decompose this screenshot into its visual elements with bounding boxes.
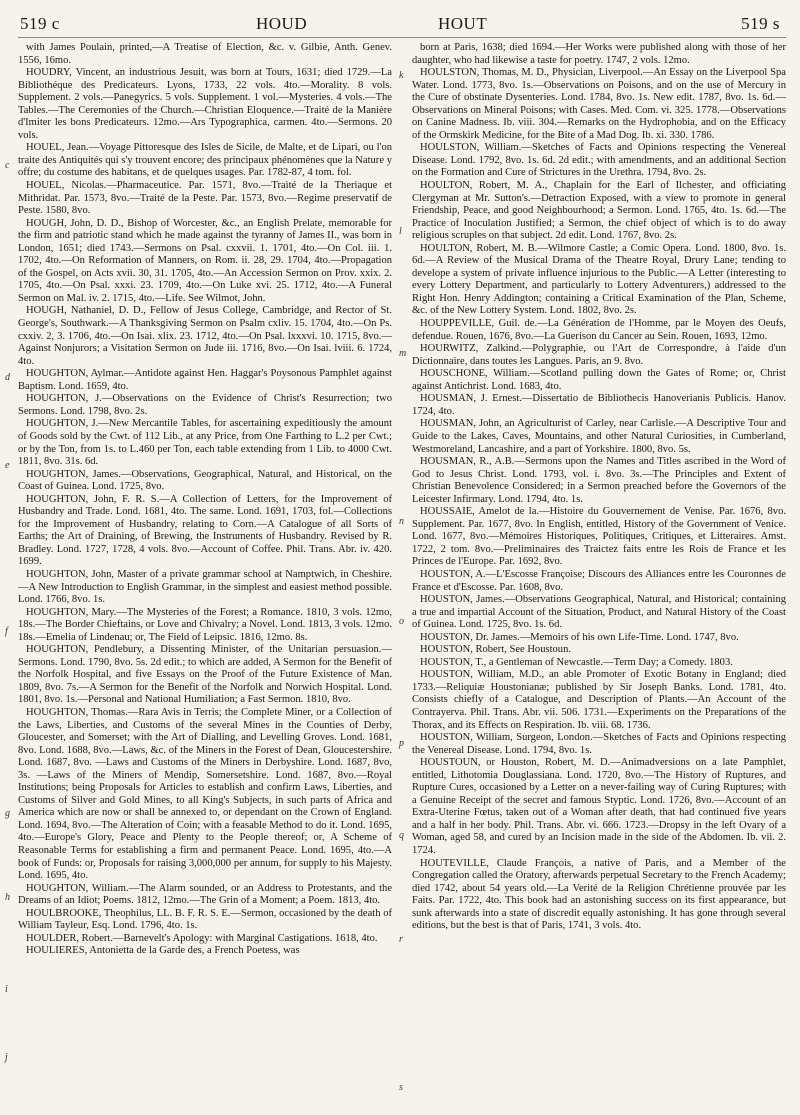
bibliography-entry: HOUGHTON, Aylmar.—Antidote against Hen. Haggar's Poysonous Pamphlet against Baptism. Lond. 1659, 4to.	[18, 368, 392, 392]
bibliography-entry: HOUGHTON, Thomas.—Rara Avis in Terris; the Complete Miner, or a Collection of the Laws, Liberties, and Customs of the several Mines in the Counties of Derby, Gloucester, and Somerset; with the Art of Dialling, and Levelling Groves. Lond. 1681, 8vo. Lond. 1688, 8vo.—Laws, &c. of the Miners in the Forest of Dean, Gloucestershire. Lond. 1687, 8vo. —Laws and Customs of the Miners in Derbyshire. Lond. 1687, 8vo, 3s. —Laws of the Miners of Mendip, Somersetshire. Lond. 1687, 8vo.—Royal Institutions; being Proposals for Articles to establish and confirm Laws, Liberties, and Customs of Silver and Gold Mines, to all King's Subjects, in such parts of Africa and America which are now or shall be annexed to, or dependant on the Crown of England. Lond. 1694, 8vo.—The Alteration of Coin; with a feasable Method to do it. Lond. 1695, 4to.—Europe's Glory, Peace and Plenty to the People thereof; or, A Scheme of Reasonable Terms for establishing a firm and permanent Peace. Lond. 1695, 4to.—A book of Funds: or, Proposals for raising 3,000,000 per annum, for supply to his Majesty. Lond. 1695, 4to.	[18, 706, 392, 882]
bibliography-entry: born at Paris, 1638; died 1694.—Her Works were published along with those of her daughter, who had likewise a taste for poetry. 1747, 2 vols. 12mo.	[412, 42, 786, 66]
bibliography-entry: HOUGHTON, John, F. R. S.—A Collection of Letters, for the Improvement of Husbandry and Trade. Lond. 1681, 4to. The same. Lond. 1691, 1703, fol.—Collections for the Improvement of Husbandry, relating to Corn.—A Catalogue of all Sorts of Earths; the Art of Draining, of Brewing, the Instruments of Husbandry. Revised by R. Bradley. Lond. 1727, 1728, 4 vols. 8vo.—Account of Coffee. Phil. Trans. Abr. iv. 420. 1699.	[18, 493, 392, 568]
margin-mark-j: j	[5, 1052, 8, 1063]
bibliography-entry: HOUGHTON, Mary.—The Mysteries of the Forest; a Romance. 1810, 3 vols. 12mo, 18s.—The Border Chieftains, or Love and Chivalry; a Novel. Lond. 1813, 3 vols. 12mo. 18s.—Emelia of Lindenau; or, The Field of Leipsic. 1816, 12mo. 8s.	[18, 606, 392, 643]
bibliography-entry: HOUSTON, T., a Gentleman of Newcastle.—Term Day; a Comedy. 1803.	[420, 656, 733, 668]
bibliography-entry: HOUGH, Nathaniel, D. D., Fellow of Jesus College, Cambridge, and Rector of St. George's, Southwark.—A Thanksgiving Sermon on Psalm cxliv. 15. 1704, 4to.—On Ps. cxxiv. 2, 3. 1706, 4to.—On Isai. xlix. 23. 1712, 4to.—On Psal. lxxxvi. 10. 1715, 8vo.—Against Nonjurors; a Visitation Sermon on Jude iii. 1716, 8vo.—On Isai. lviii. 6. 1724, 4to.	[18, 305, 392, 367]
bibliography-entry: with James Poulain, printed,—A Treatise of Election, &c. v. Gilbie, Anth. Genev. 1556, 16mo.	[18, 42, 392, 66]
margin-mark-p: p	[399, 738, 404, 749]
text-columns	[5, 42, 786, 1102]
margin-mark-c: c	[5, 160, 10, 171]
bibliography-entry: HOUSSAIE, Amelot de la.—Histoire du Gouvernement de Venise. Par. 1676, 8vo. Supplement. Par. 1677, 8vo. In English, entitled, History of the Government of Venice. Lond. 1677, 8vo.—Mémoires Historiques, Politiques, Critiques, et Litteraires. Amst. 1722, 2 tom. 8vo.—Preliminaires des Traictez faits entre les Rois de France et les Princes de l'Europe. Par. 1692, 8vo.	[412, 506, 786, 568]
right-page-number: 519 s	[741, 14, 780, 33]
right-column	[399, 42, 786, 1102]
bibliography-entry: HOULBROOKE, Theophilus, LL. B. F. R. S. E.—Sermon, occasioned by the death of William Tayleur, Esq. Lond. 1796, 4to. 1s.	[18, 907, 392, 932]
margin-mark-r: r	[399, 934, 403, 945]
bibliography-entry: HOUGH, John, D. D., Bishop of Worcester, &c., an English Prelate, memorable for the firm and patriotic stand which he made against the tyranny of James II., was born in London, 1651; died 1743.—Sermons on Psal. cxxvii. 1. 1701, 4to.—On Col. iii. 1. 1702, 4to.—On Reformation of Manners, on Rom. ii. 28, 29. 1704, 4to.—Propagation of the Gospel, on Acts xvii. 30, 31. 1705, 4to.—An Accession Sermon on Prov. xxix. 2. 1705, 4to.—On Psal. xxxi. 23. 1709, 4to.—On Luke xvi. 25. 1712, 4to.—A Funeral Sermon on Mal. iv. 2. 1715, 4to.—Life. See Wilmot, John.	[18, 217, 392, 304]
right-running-head: HOUT	[438, 14, 488, 33]
bibliography-entry: HOUSTON, Robert, See Houstoun.	[420, 644, 571, 656]
left-page-number: 519 c	[20, 14, 60, 33]
margin-mark-f: f	[5, 626, 8, 637]
bibliography-entry: HOUSMAN, R., A.B.—Sermons upon the Names and Titles ascribed in the Word of God to Jesus Christ. Lond. 1793, vol. i. 8vo. 3s.—The Principles and Extent of Christian Benevolence Considered; in a Sermon preached before the Governors of the Leicester Infirmary. Lond. 1794, 4to. 1s.	[412, 456, 786, 505]
bibliography-entry: HOUSTON, A.—L'Escosse Françoise; Discours des Alliances entre les Couronnes de France et d'Escosse. Par. 1608, 8vo.	[412, 568, 786, 593]
bibliography-entry: HOULTON, Robert, M. A., Chaplain for the Earl of Ilchester, and officiating Clergyman at Mr. Sutton's.—Detraction Exposed, with a view to promote in general Friendship, Peace, and good Neighbourhood; a Sermon. Lond. 1765, 4to. 1s. 6d.—The Practice of Inoculation Justified; a Sermon, the chief object of which is to do away religious scruples on that subject. 2d edit. Lond. 1767, 8vo. 2s.	[412, 180, 786, 242]
margin-mark-d: d	[5, 372, 10, 383]
left-column	[5, 42, 392, 1102]
bibliography-entry: HOUPPEVILLE, Guil. de.—La Génération de l'Homme, par le Moyen des Oeufs, defendue. Rouen, 1676, 8vo.—La Guerison du Cancer au Sein. Rouen, 1693, 12mo.	[412, 318, 786, 342]
bibliography-entry: HOUDRY, Vincent, an industrious Jesuit, was born at Tours, 1631; died 1729.—La Bibliothéque des Predicateurs. Lyons, 1733, 22 vols. 4to.—Morality. 8 vols. Supplement. 2 vols.—Panegyrics. 5 vols. Supplement. 1 vol.—Mysteries. 4 vols.—The Tables.—The Ceremonies of the Church.—Christian Eloquence.—Traité de la Manière d'Imiter les bons Predicateurs. 12mo.—Ars Typographica, carmen. 4to.—Sermons. 20 vols.	[18, 67, 392, 141]
margin-mark-g: g	[5, 808, 10, 819]
bibliography-entry: HOUSMAN, John, an Agriculturist of Carley, near Carlisle.—A Descriptive Tour and Guide to the Lakes, Caves, Mountains, and other Natural Curiosities, in Cumberland, Westmoreland, Lancashire, and a part of Yorkshire. 1800, 8vo. 5s.	[412, 418, 786, 455]
bibliography-entry: HOURWITZ, Zalkind.—Polygraphie, ou l'Art de Correspondre, à l'aide d'un Dictionnaire, dans toutes les Langues. Paris, an 9. 8vo.	[412, 343, 786, 367]
margin-mark-q: q	[399, 830, 404, 841]
bibliography-entry: HOUGHTON, William.—The Alarm sounded, or an Address to Protestants, and the Dreams of an Idiot; Poems. 1812, 12mo.—The Grin of a Moment; a Poem. 1813, 4to.	[18, 882, 392, 907]
page-header	[18, 12, 786, 38]
bibliography-entry: HOUSTON, William, M.D., an able Promoter of Exotic Botany in England; died 1733.—Reliquiæ Houstonianæ; published by Sir Joseph Banks. Lond. 1781, 4to. Consists chiefly of a Catalogue, and Description of Plants.—An Account of the Contrayerva. Phil. Trans. Abr. vii. 506. 1731.—Experiments on the Preparations of the Thorax, and its Effects on Respiration. Ib. viii. 68. 1736.	[412, 669, 786, 731]
bibliography-entry: HOUTEVILLE, Claude François, a native of Paris, and a Member of the Congregation called the Oratory, afterwards perpetual Secretary to the French Academy; died 1742, about 54 years old.—La Verité de la Religion Chrétienne prouvée par les Faits. Par. 1722, 4to. This book had an astonishing success on its first appearance, but sunk afterwards into a state of discredit equally astonishing. It has gone through several editions, but the best is that of Paris, 1741, 3 vols. 4to.	[412, 857, 786, 932]
margin-mark-s: s	[399, 1082, 403, 1093]
margin-mark-l: l	[399, 226, 402, 237]
bibliography-entry: HOUGHTON, J.—New Mercantile Tables, for ascertaining expeditiously the amount of Goods sold by the Cwt. of 112 Lib., at any Price, from One Farthing to L.2 per Cwt.; or by the Ton, from 1s. to L.460 per Ton, each table extending from 1 Lib. to 4000 Cwt. 1811, 8vo. 31s. 6d.	[18, 418, 392, 468]
bibliography-entry: HOUSTON, William, Surgeon, London.—Sketches of Facts and Opinions respecting the Venereal Disease. Lond. 1794, 8vo. 1s.	[412, 732, 786, 756]
bibliography-entry: HOULSTON, William.—Sketches of Facts and Opinions respecting the Venereal Disease. Lond. 1792, 8vo. 1s. 6d. 2d edit.; with amendments, and an additional Section on the Formation and Cure of Strictures in the Urethra. 1794, 8vo. 2s.	[412, 142, 786, 179]
bibliography-entry: HOULTON, Robert, M. B.—Wilmore Castle; a Comic Opera. Lond. 1800, 8vo. 1s. 6d.—A Review of the Musical Drama of the Theatre Royal, Drury Lane; tending to develope a system of private influence injurious to the Public.—A Letter (interesting to every Lottery Department, and particularly to Lottery Adventurers,) addressed to the Right Hon. Henry Addington; containing a Critical Examination of the Plan, Scheme, &c. of the New Lottery System. Lond. 1802, 8vo. 2s.	[412, 242, 786, 317]
margin-mark-k: k	[399, 70, 404, 81]
bibliography-entry: HOUSTON, Dr. James.—Memoirs of his own Life-Time. Lond. 1747, 8vo.	[420, 631, 739, 643]
bibliography-entry: HOULDER, Robert.—Barnevelt's Apology: with Marginal Castigations. 1618, 4to.	[26, 932, 378, 944]
bibliography-entry: HOUSTON, James.—Observations Geographical, Natural, and Historical; containing a true and impartial Account of the Situation, Product, and Natural History of the Coast of Guinea. Lond. 1725, 8vo. 1s. 6d.	[412, 594, 786, 631]
margin-mark-o: o	[399, 616, 404, 627]
bibliography-entry: HOUEL, Jean.—Voyage Pittoresque des Isles de Sicile, de Malte, et de Lipari, ou l'on traite des Antiquités qui s'y trouvent encore; des principaux phénomènes que la Nature y offre; du costume des habitans, et de quelques usages. Par. 1782-87, 4 tom. fol.	[18, 142, 392, 179]
bibliography-entry: HOUGHTON, Pendlebury, a Dissenting Minister, of the Unitarian persuasion.—Sermons. Lond. 1790, 8vo. 5s. 2d edit.; to which are added, A Sermon for the Benefit of the Norfolk Hospital, and five Essays on the Proof of the Future Existence of Man. 1809, 8vo. 7s.—A Sermon for the Benefit of the Norfolk and Norwich Hospital. Lond. 1801, 8vo. 1s.—Personal and National Humiliation; a Fast Sermon. 1810, 8vo.	[18, 644, 392, 706]
margin-mark-e: e	[5, 460, 10, 471]
bibliography-entry: HOULSTON, Thomas, M. D., Physician, Liverpool.—An Essay on the Liverpool Spa Water. Lond. 1773, 8vo. 1s.—Observations on Poisons, and on the use of Mercury in the Cure of obstinate Dysenteries. Lond. 1784, 8vo. 1s. New edit. 1787, 8vo. 1s. 6d.—Observations on Mineral Poisons; with Cases. Med. Com. vi. 325. 1778.—Observations on Canine Madness. Ib. viii. 304.—Remarks on the Hydrophobia, and on the Efficacy of the Ormskirk Medicine, for the Bite of a Mad Dog. Ib. xi. 330. 1786.	[412, 67, 786, 141]
margin-mark-i: i	[5, 984, 8, 995]
margin-mark-h: h	[5, 892, 10, 903]
bibliography-entry: HOUSMAN, J. Ernest.—Dissertatio de Bibliothecis Hanoverianis Publicis. Hanov. 1724, 4to.	[412, 393, 786, 417]
margin-mark-m: m	[399, 348, 407, 359]
bibliography-entry: HOULIERES, Antonietta de la Garde des, a French Poetess, was	[26, 945, 300, 957]
bibliography-entry: HOUGHTON, James.—Observations, Geographical, Natural, and Historical, on the Coast of Guinea. Lond. 1725, 8vo.	[18, 468, 392, 493]
left-running-head: HOUD	[256, 14, 308, 33]
bibliography-entry: HOUSCHONE, William.—Scotland pulling down the Gates of Rome; or, Christ against Antichrist. Lond. 1683, 4to.	[412, 368, 786, 392]
bibliography-entry: HOUSTOUN, or Houston, Robert, M. D.—Animadversions on a late Pamphlet, entitled, Lithotomia Douglassiana. Lond. 1720, 8vo.—The History of Ruptures, and Rupture Cures, occasioned by a Letter on a never-failing way of Curing Ruptures; with a Genuine Receipt of the secret and famous Styptic. Lond. 1726, 8vo.—Account of an Extra-Uterine Fœtus, taken out of a Woman after death, that had continued five years and a half in her body. Phil. Trans. Abr. vi. 666. 1723.—Dropsy in the left Ovary of a Woman, aged 58, and cured by an Incision made in the side of the Abdomen. Ib. vii. 2. 1724.	[412, 757, 786, 856]
bibliography-entry: HOUEL, Nicolas.—Pharmaceutice. Par. 1571, 8vo.—Traité de la Theriaque et Mithridat. Par. 1573, 8vo.—Traité de la Peste. Par. 1573, 8vo.—Regime preservatif de Peste. 1580, 8vo.	[18, 180, 392, 217]
bibliography-entry: HOUGHTON, J.—Observations on the Evidence of Christ's Resurrection; two Sermons. Lond. 1798, 8vo. 2s.	[18, 393, 392, 417]
bibliography-entry: HOUGHTON, John, Master of a private grammar school at Namptwich, in Cheshire.—A New Introduction to English Grammar, in the simplest and easiest method possible. Lond. 1766, 8vo. 1s.	[18, 568, 392, 606]
margin-mark-n: n	[399, 516, 404, 527]
